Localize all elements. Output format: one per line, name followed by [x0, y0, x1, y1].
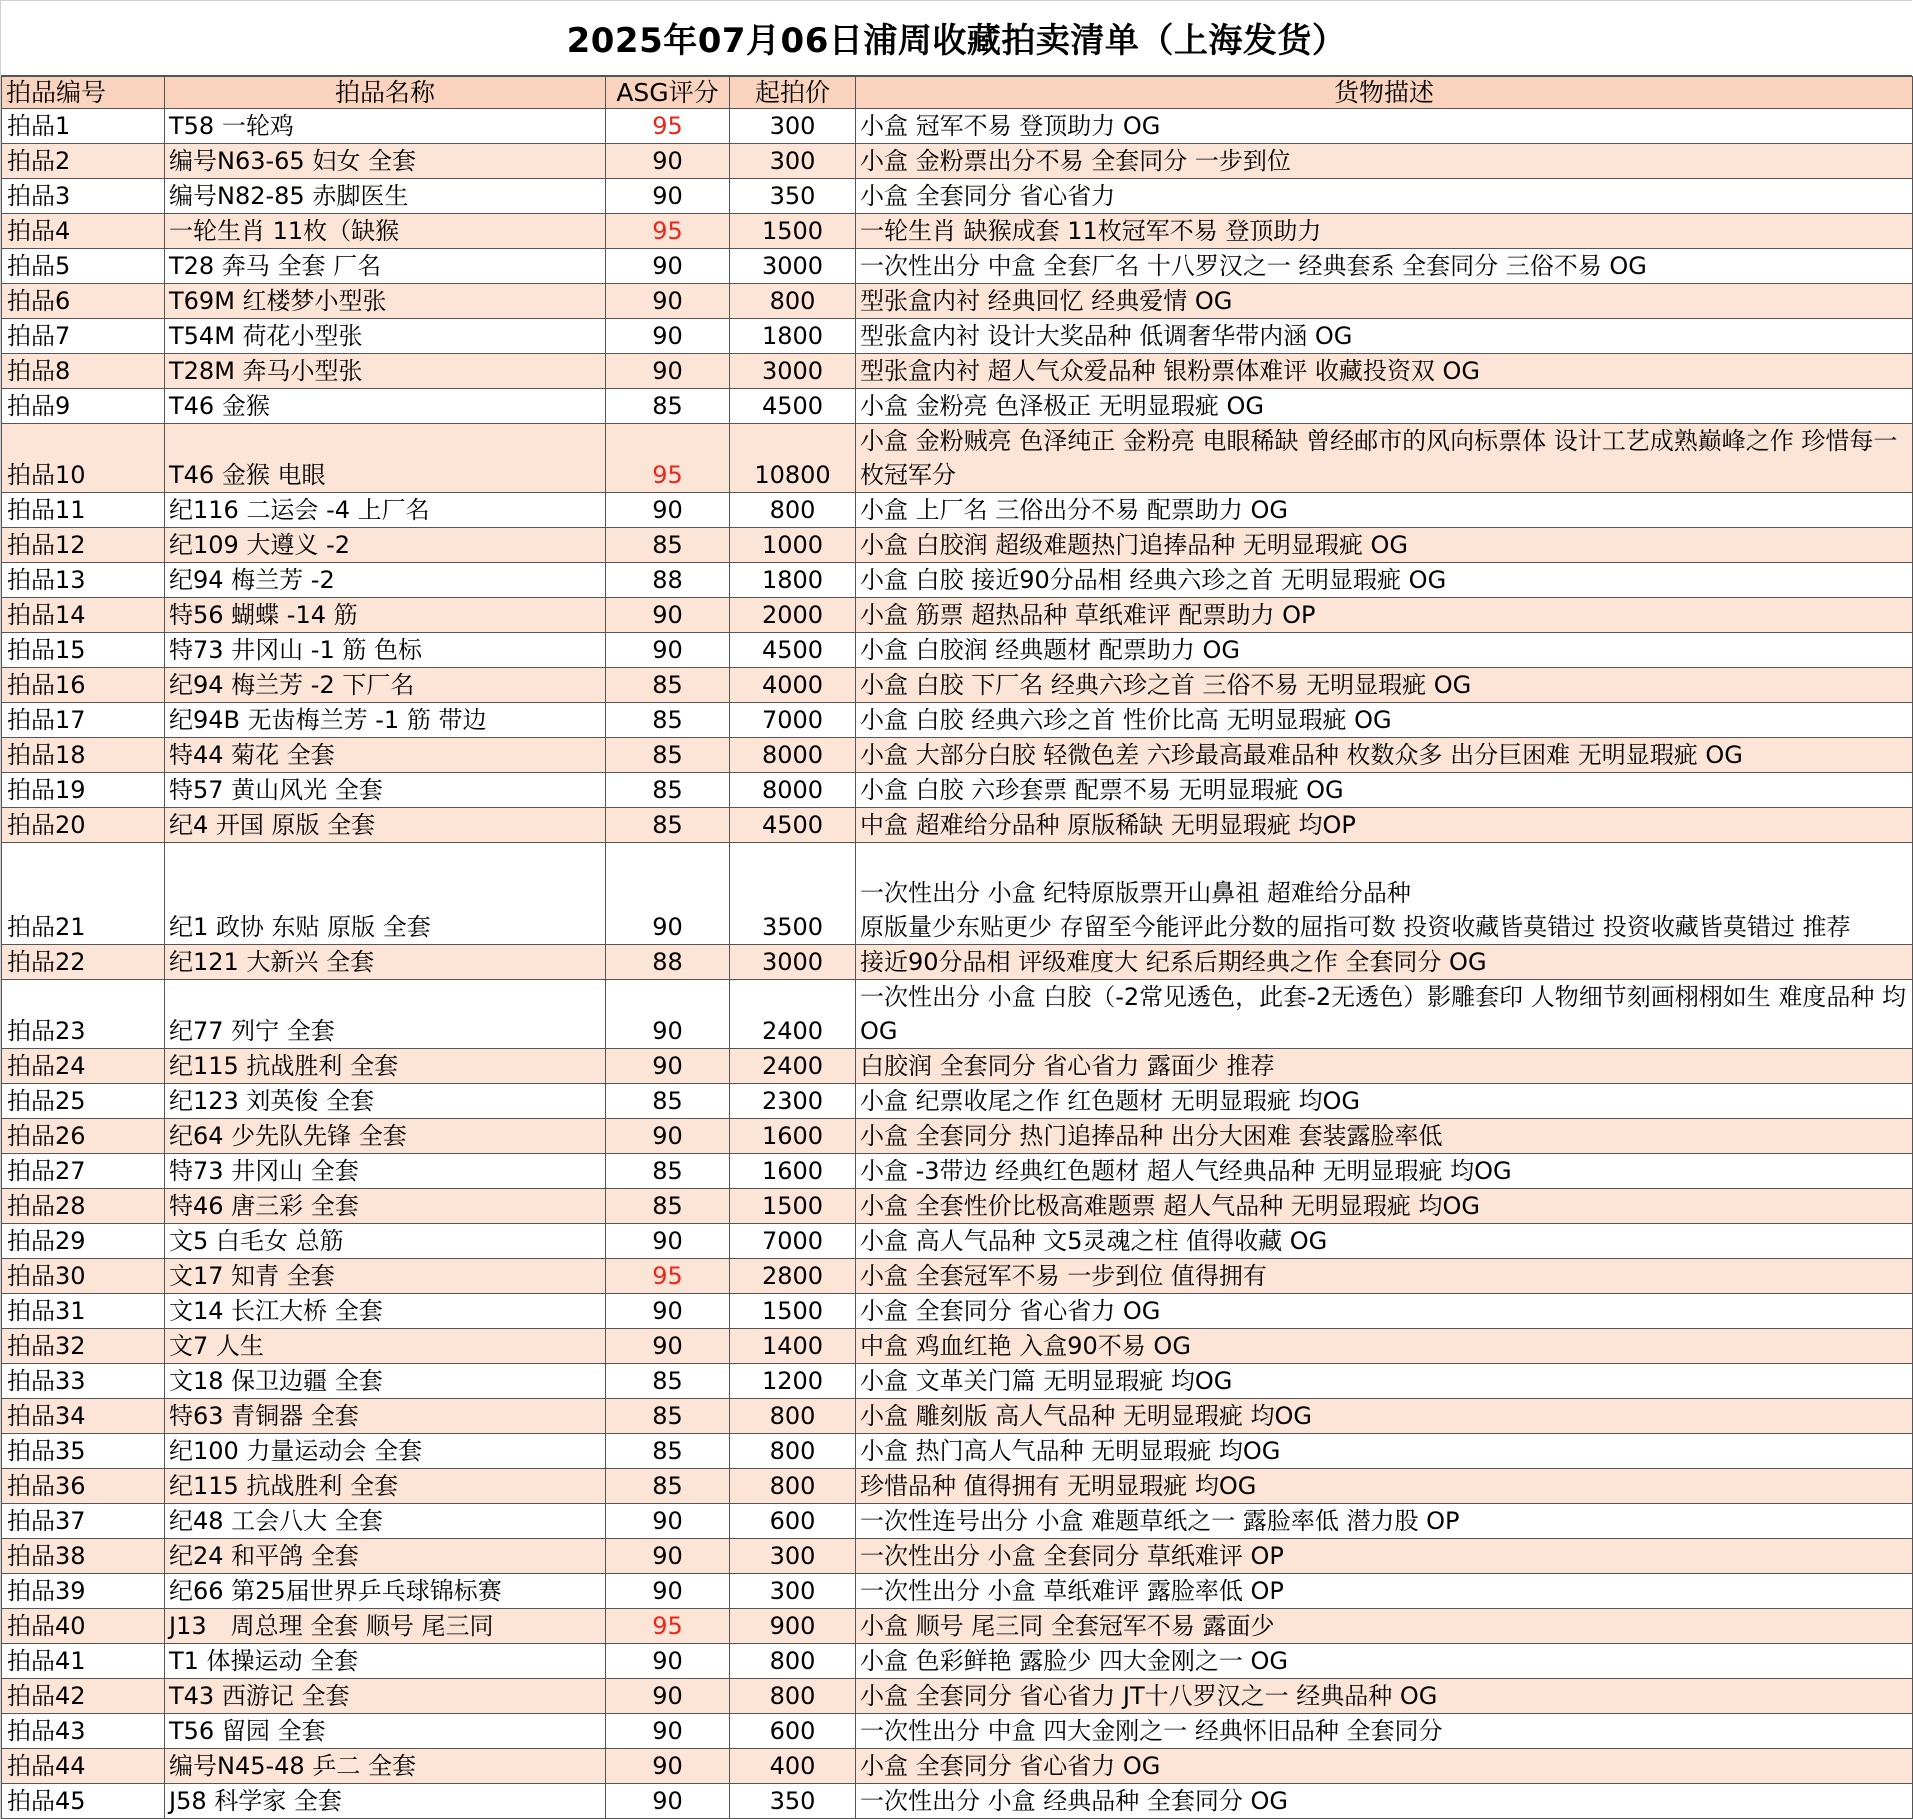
- table-row: [2, 563, 1913, 598]
- table-row: [2, 354, 1913, 389]
- cell-desc: 珍惜品种 值得拥有 无明显瑕疵 均OG: [856, 1469, 1913, 1504]
- cell-score: 90: [606, 493, 730, 528]
- cell-name: 一轮生肖 11枚（缺猴: [165, 214, 606, 249]
- cell-desc: 小盒 文革关门篇 无明显瑕疵 均OG: [856, 1364, 1913, 1399]
- cell-score: 85: [606, 1399, 730, 1434]
- cell-score: 90: [606, 1294, 730, 1329]
- cell-score: 90: [606, 1224, 730, 1259]
- cell-score: 90: [606, 1784, 730, 1819]
- cell-lot: 拍品42: [2, 1679, 165, 1714]
- cell-price: 800: [730, 1644, 856, 1679]
- cell-desc: 小盒 全套同分 热门追捧品种 出分大困难 套装露脸率低: [856, 1119, 1913, 1154]
- cell-name: T58 一轮鸡: [165, 109, 606, 144]
- cell-price: 400: [730, 1749, 856, 1784]
- cell-name: 纪24 和平鸽 全套: [165, 1539, 606, 1574]
- cell-score: 90: [606, 1504, 730, 1539]
- cell-desc: 小盒 色彩鲜艳 露脸少 四大金刚之一 OG: [856, 1644, 1913, 1679]
- cell-desc: 小盒 金粉票出分不易 全套同分 一步到位: [856, 144, 1913, 179]
- cell-score: 85: [606, 703, 730, 738]
- cell-name: T46 金猴 电眼: [165, 424, 606, 493]
- cell-name: J13 周总理 全套 顺号 尾三同: [165, 1609, 606, 1644]
- cell-price: 2000: [730, 598, 856, 633]
- cell-price: 300: [730, 1574, 856, 1609]
- cell-price: 4000: [730, 668, 856, 703]
- cell-score: 85: [606, 773, 730, 808]
- cell-name: 特73 井冈山 全套: [165, 1154, 606, 1189]
- cell-desc: 小盒 全套同分 省心省力 JT十八罗汉之一 经典品种 OG: [856, 1679, 1913, 1714]
- table-row: [2, 1679, 1913, 1714]
- cell-score: 95: [606, 424, 730, 493]
- cell-price: 300: [730, 144, 856, 179]
- cell-name: 纪66 第25届世界乒乓球锦标赛: [165, 1574, 606, 1609]
- cell-price: 1500: [730, 1189, 856, 1224]
- cell-price: 300: [730, 109, 856, 144]
- cell-name: 纪77 列宁 全套: [165, 980, 606, 1049]
- cell-name: 特57 黄山风光 全套: [165, 773, 606, 808]
- table-row: [2, 1784, 1913, 1819]
- cell-score: 95: [606, 1259, 730, 1294]
- cell-score: 85: [606, 1084, 730, 1119]
- cell-desc: 小盒 金粉贼亮 色泽纯正 金粉亮 电眼稀缺 曾经邮市的风向标票体 设计工艺成熟巅峰之作 珍惜每一枚冠军分: [856, 424, 1913, 493]
- cell-price: 800: [730, 1434, 856, 1469]
- cell-score: 88: [606, 945, 730, 980]
- table-row: [2, 1749, 1913, 1784]
- cell-desc: 一轮生肖 缺猴成套 11枚冠军不易 登顶助力: [856, 214, 1913, 249]
- cell-price: 3500: [730, 843, 856, 945]
- cell-price: 1800: [730, 319, 856, 354]
- cell-price: 350: [730, 1784, 856, 1819]
- table-row: [2, 1364, 1913, 1399]
- cell-lot: 拍品23: [2, 980, 165, 1049]
- cell-score: 90: [606, 1679, 730, 1714]
- cell-score: 90: [606, 249, 730, 284]
- table-row: [2, 1294, 1913, 1329]
- table-row: [2, 703, 1913, 738]
- cell-score: 85: [606, 1434, 730, 1469]
- table-row: [2, 284, 1913, 319]
- cell-desc: 小盒 上厂名 三俗出分不易 配票助力 OG: [856, 493, 1913, 528]
- cell-lot: 拍品40: [2, 1609, 165, 1644]
- cell-lot: 拍品24: [2, 1049, 165, 1084]
- cell-name: T69M 红楼梦小型张: [165, 284, 606, 319]
- cell-lot: 拍品4: [2, 214, 165, 249]
- cell-score: 90: [606, 1574, 730, 1609]
- cell-score: 90: [606, 633, 730, 668]
- cell-desc: 一次性出分 小盒 纪特原版票开山鼻祖 超难给分品种 原版量少东贴更少 存留至今能评此分数的屈指可数 投资收藏皆莫错过 投资收藏皆莫错过 推荐: [856, 843, 1913, 945]
- table-row: [2, 1504, 1913, 1539]
- table-row: [2, 1539, 1913, 1574]
- header-score: ASG评分: [606, 77, 730, 109]
- cell-lot: 拍品21: [2, 843, 165, 945]
- cell-name: T46 金猴: [165, 389, 606, 424]
- cell-desc: 型张盒内衬 设计大奖品种 低调奢华带内涵 OG: [856, 319, 1913, 354]
- table-row: [2, 633, 1913, 668]
- cell-lot: 拍品29: [2, 1224, 165, 1259]
- cell-desc: 小盒 白胶 经典六珍之首 性价比高 无明显瑕疵 OG: [856, 703, 1913, 738]
- cell-name: 纪100 力量运动会 全套: [165, 1434, 606, 1469]
- cell-name: 纪116 二运会 -4 上厂名: [165, 493, 606, 528]
- cell-desc: 小盒 白胶润 经典题材 配票助力 OG: [856, 633, 1913, 668]
- cell-price: 600: [730, 1504, 856, 1539]
- cell-name: 文18 保卫边疆 全套: [165, 1364, 606, 1399]
- cell-name: T54M 荷花小型张: [165, 319, 606, 354]
- table-row: [2, 1154, 1913, 1189]
- cell-score: 85: [606, 528, 730, 563]
- table-row: [2, 1049, 1913, 1084]
- cell-desc: 小盒 大部分白胶 轻微色差 六珍最高最难品种 枚数众多 出分巨困难 无明显瑕疵 OG: [856, 738, 1913, 773]
- cell-lot: 拍品7: [2, 319, 165, 354]
- cell-desc: 小盒 雕刻版 高人气品种 无明显瑕疵 均OG: [856, 1399, 1913, 1434]
- cell-desc: 小盒 白胶 接近90分品相 经典六珍之首 无明显瑕疵 OG: [856, 563, 1913, 598]
- cell-score: 85: [606, 389, 730, 424]
- header-lot: 拍品编号: [2, 77, 165, 109]
- cell-price: 8000: [730, 773, 856, 808]
- cell-desc: 一次性出分 中盒 四大金刚之一 经典怀旧品种 全套同分: [856, 1714, 1913, 1749]
- cell-score: 90: [606, 179, 730, 214]
- cell-lot: 拍品16: [2, 668, 165, 703]
- cell-lot: 拍品14: [2, 598, 165, 633]
- cell-score: 90: [606, 319, 730, 354]
- table-row: [2, 389, 1913, 424]
- cell-price: 2300: [730, 1084, 856, 1119]
- table-row: [2, 1574, 1913, 1609]
- cell-score: 90: [606, 1714, 730, 1749]
- cell-price: 1000: [730, 528, 856, 563]
- table-row: [2, 1609, 1913, 1644]
- cell-desc: 一次性连号出分 小盒 难题草纸之一 露脸率低 潜力股 OP: [856, 1504, 1913, 1539]
- cell-name: J58 科学家 全套: [165, 1784, 606, 1819]
- cell-lot: 拍品36: [2, 1469, 165, 1504]
- cell-lot: 拍品37: [2, 1504, 165, 1539]
- cell-desc: 一次性出分 小盒 经典品种 全套同分 OG: [856, 1784, 1913, 1819]
- cell-price: 2400: [730, 980, 856, 1049]
- cell-desc: 小盒 白胶 六珍套票 配票不易 无明显瑕疵 OG: [856, 773, 1913, 808]
- cell-lot: 拍品6: [2, 284, 165, 319]
- cell-score: 88: [606, 563, 730, 598]
- cell-name: 文14 长江大桥 全套: [165, 1294, 606, 1329]
- cell-score: 85: [606, 738, 730, 773]
- cell-lot: 拍品17: [2, 703, 165, 738]
- cell-desc: 型张盒内衬 经典回忆 经典爱情 OG: [856, 284, 1913, 319]
- cell-score: 85: [606, 808, 730, 843]
- cell-lot: 拍品41: [2, 1644, 165, 1679]
- cell-score: 90: [606, 354, 730, 389]
- cell-lot: 拍品11: [2, 493, 165, 528]
- cell-price: 350: [730, 179, 856, 214]
- cell-score: 90: [606, 1329, 730, 1364]
- table-row: [2, 738, 1913, 773]
- table-row: [2, 1119, 1913, 1154]
- table-row: [2, 528, 1913, 563]
- cell-lot: 拍品1: [2, 109, 165, 144]
- cell-lot: 拍品5: [2, 249, 165, 284]
- table-row: [2, 598, 1913, 633]
- cell-score: 95: [606, 1609, 730, 1644]
- cell-price: 4500: [730, 389, 856, 424]
- cell-lot: 拍品26: [2, 1119, 165, 1154]
- table-row: [2, 214, 1913, 249]
- cell-score: 90: [606, 980, 730, 1049]
- table-row: [2, 1329, 1913, 1364]
- cell-score: 90: [606, 284, 730, 319]
- cell-desc: 接近90分品相 评级难度大 纪系后期经典之作 全套同分 OG: [856, 945, 1913, 980]
- cell-lot: 拍品35: [2, 1434, 165, 1469]
- cell-desc: 一次性出分 中盒 全套厂名 十八罗汉之一 经典套系 全套同分 三俗不易 OG: [856, 249, 1913, 284]
- cell-price: 300: [730, 1539, 856, 1574]
- cell-desc: 小盒 筋票 超热品种 草纸难评 配票助力 OP: [856, 598, 1913, 633]
- cell-score: 85: [606, 668, 730, 703]
- cell-lot: 拍品15: [2, 633, 165, 668]
- cell-lot: 拍品30: [2, 1259, 165, 1294]
- cell-name: 特56 蝴蝶 -14 筋: [165, 598, 606, 633]
- cell-price: 8000: [730, 738, 856, 773]
- cell-price: 1200: [730, 1364, 856, 1399]
- cell-desc: 小盒 全套性价比极高难题票 超人气品种 无明显瑕疵 均OG: [856, 1189, 1913, 1224]
- cell-desc: 小盒 冠军不易 登顶助力 OG: [856, 109, 1913, 144]
- cell-price: 1500: [730, 1294, 856, 1329]
- table-row: [2, 1259, 1913, 1294]
- cell-lot: 拍品44: [2, 1749, 165, 1784]
- cell-desc: 小盒 金粉亮 色泽极正 无明显瑕疵 OG: [856, 389, 1913, 424]
- table-row: [2, 109, 1913, 144]
- cell-name: 特44 菊花 全套: [165, 738, 606, 773]
- cell-score: 90: [606, 1749, 730, 1784]
- cell-name: 文17 知青 全套: [165, 1259, 606, 1294]
- cell-desc: 中盒 鸡血红艳 入盒90不易 OG: [856, 1329, 1913, 1364]
- table-row: [2, 773, 1913, 808]
- cell-price: 800: [730, 1679, 856, 1714]
- cell-desc: 型张盒内衬 超人气众爱品种 银粉票体难评 收藏投资双 OG: [856, 354, 1913, 389]
- auction-table: [1, 76, 1913, 1819]
- table-row: [2, 144, 1913, 179]
- cell-price: 2400: [730, 1049, 856, 1084]
- table-row: [2, 1399, 1913, 1434]
- cell-lot: 拍品31: [2, 1294, 165, 1329]
- table-row: [2, 1644, 1913, 1679]
- cell-lot: 拍品3: [2, 179, 165, 214]
- cell-lot: 拍品33: [2, 1364, 165, 1399]
- cell-desc: 中盒 超难给分品种 原版稀缺 无明显瑕疵 均OP: [856, 808, 1913, 843]
- cell-name: 编号N45-48 乒二 全套: [165, 1749, 606, 1784]
- table-row: [2, 1469, 1913, 1504]
- cell-price: 1600: [730, 1119, 856, 1154]
- cell-price: 800: [730, 493, 856, 528]
- cell-name: T28 奔马 全套 厂名: [165, 249, 606, 284]
- cell-name: 纪94 梅兰芳 -2 下厂名: [165, 668, 606, 703]
- cell-lot: 拍品45: [2, 1784, 165, 1819]
- table-row: [2, 249, 1913, 284]
- cell-lot: 拍品27: [2, 1154, 165, 1189]
- cell-desc: 小盒 热门高人气品种 无明显瑕疵 均OG: [856, 1434, 1913, 1469]
- header-name: 拍品名称: [165, 77, 606, 109]
- cell-name: 纪121 大新兴 全套: [165, 945, 606, 980]
- cell-desc: 小盒 纪票收尾之作 红色题材 无明显瑕疵 均OG: [856, 1084, 1913, 1119]
- cell-name: 纪109 大遵义 -2: [165, 528, 606, 563]
- table-row: [2, 843, 1913, 945]
- table-row: [2, 1084, 1913, 1119]
- cell-score: 90: [606, 144, 730, 179]
- cell-price: 3000: [730, 945, 856, 980]
- cell-price: 3000: [730, 249, 856, 284]
- cell-price: 2800: [730, 1259, 856, 1294]
- cell-name: 纪94 梅兰芳 -2: [165, 563, 606, 598]
- cell-score: 90: [606, 843, 730, 945]
- cell-desc: 小盒 高人气品种 文5灵魂之柱 值得收藏 OG: [856, 1224, 1913, 1259]
- table-row: [2, 668, 1913, 703]
- cell-lot: 拍品10: [2, 424, 165, 493]
- cell-price: 1800: [730, 563, 856, 598]
- cell-score: 85: [606, 1154, 730, 1189]
- cell-name: 纪123 刘英俊 全套: [165, 1084, 606, 1119]
- cell-desc: 一次性出分 小盒 全套同分 草纸难评 OP: [856, 1539, 1913, 1574]
- cell-desc: 小盒 顺号 尾三同 全套冠军不易 露面少: [856, 1609, 1913, 1644]
- cell-name: T1 体操运动 全套: [165, 1644, 606, 1679]
- cell-score: 90: [606, 1539, 730, 1574]
- cell-price: 1500: [730, 214, 856, 249]
- cell-lot: 拍品8: [2, 354, 165, 389]
- cell-price: 800: [730, 1469, 856, 1504]
- cell-price: 3000: [730, 354, 856, 389]
- cell-name: 纪94B 无齿梅兰芳 -1 筋 带边: [165, 703, 606, 738]
- cell-name: 纪1 政协 东贴 原版 全套: [165, 843, 606, 945]
- cell-desc: 小盒 白胶润 超级难题热门追捧品种 无明显瑕疵 OG: [856, 528, 1913, 563]
- table-row: [2, 808, 1913, 843]
- cell-lot: 拍品39: [2, 1574, 165, 1609]
- cell-score: 90: [606, 1119, 730, 1154]
- cell-name: 纪64 少先队先锋 全套: [165, 1119, 606, 1154]
- cell-desc: 小盒 全套同分 省心省力: [856, 179, 1913, 214]
- cell-score: 90: [606, 1049, 730, 1084]
- header-price: 起拍价: [730, 77, 856, 109]
- cell-price: 1600: [730, 1154, 856, 1189]
- cell-name: 文5 白毛女 总筋: [165, 1224, 606, 1259]
- cell-price: 1400: [730, 1329, 856, 1364]
- table-row: [2, 945, 1913, 980]
- cell-desc: 白胶润 全套同分 省心省力 露面少 推荐: [856, 1049, 1913, 1084]
- cell-price: 7000: [730, 1224, 856, 1259]
- cell-price: 900: [730, 1609, 856, 1644]
- cell-price: 7000: [730, 703, 856, 738]
- cell-name: 编号N63-65 妇女 全套: [165, 144, 606, 179]
- table-row: [2, 1714, 1913, 1749]
- cell-price: 800: [730, 284, 856, 319]
- cell-price: 10800: [730, 424, 856, 493]
- header-desc: 货物描述: [856, 77, 1913, 109]
- header-row: [2, 77, 1913, 109]
- table-row: [2, 424, 1913, 493]
- cell-name: 特46 唐三彩 全套: [165, 1189, 606, 1224]
- table-row: [2, 1189, 1913, 1224]
- cell-score: 95: [606, 109, 730, 144]
- cell-score: 90: [606, 598, 730, 633]
- cell-name: T56 留园 全套: [165, 1714, 606, 1749]
- cell-lot: 拍品28: [2, 1189, 165, 1224]
- cell-lot: 拍品13: [2, 563, 165, 598]
- cell-price: 4500: [730, 808, 856, 843]
- table-row: [2, 1224, 1913, 1259]
- cell-lot: 拍品22: [2, 945, 165, 980]
- table-row: [2, 493, 1913, 528]
- cell-desc: 小盒 全套同分 省心省力 OG: [856, 1749, 1913, 1784]
- cell-score: 85: [606, 1469, 730, 1504]
- cell-score: 90: [606, 1644, 730, 1679]
- cell-name: T28M 奔马小型张: [165, 354, 606, 389]
- cell-price: 600: [730, 1714, 856, 1749]
- cell-lot: 拍品9: [2, 389, 165, 424]
- cell-desc: 一次性出分 小盒 白胶（-2常见透色，此套-2无透色）影雕套印 人物细节刻画栩栩如生 难度品种 均OG: [856, 980, 1913, 1049]
- cell-name: 特63 青铜器 全套: [165, 1399, 606, 1434]
- cell-desc: 一次性出分 小盒 草纸难评 露脸率低 OP: [856, 1574, 1913, 1609]
- cell-name: 纪4 开国 原版 全套: [165, 808, 606, 843]
- cell-name: 纪115 抗战胜利 全套: [165, 1049, 606, 1084]
- cell-name: 纪48 工会八大 全套: [165, 1504, 606, 1539]
- cell-lot: 拍品18: [2, 738, 165, 773]
- cell-price: 4500: [730, 633, 856, 668]
- table-row: [2, 179, 1913, 214]
- cell-score: 85: [606, 1364, 730, 1399]
- cell-name: 文7 人生: [165, 1329, 606, 1364]
- cell-lot: 拍品34: [2, 1399, 165, 1434]
- sheet-title: 2025年07月06日浦周收藏拍卖清单（上海发货）: [1, 0, 1912, 76]
- cell-desc: 小盒 全套同分 省心省力 OG: [856, 1294, 1913, 1329]
- cell-desc: 小盒 全套冠军不易 一步到位 值得拥有: [856, 1259, 1913, 1294]
- cell-name: 编号N82-85 赤脚医生: [165, 179, 606, 214]
- cell-lot: 拍品25: [2, 1084, 165, 1119]
- cell-score: 85: [606, 1189, 730, 1224]
- cell-lot: 拍品12: [2, 528, 165, 563]
- cell-name: T43 西游记 全套: [165, 1679, 606, 1714]
- cell-score: 95: [606, 214, 730, 249]
- table-row: [2, 980, 1913, 1049]
- cell-price: 800: [730, 1399, 856, 1434]
- table-body: [2, 109, 1913, 1819]
- cell-lot: 拍品19: [2, 773, 165, 808]
- cell-desc: 小盒 白胶 下厂名 经典六珍之首 三俗不易 无明显瑕疵 OG: [856, 668, 1913, 703]
- cell-desc: 小盒 -3带边 经典红色题材 超人气经典品种 无明显瑕疵 均OG: [856, 1154, 1913, 1189]
- cell-lot: 拍品38: [2, 1539, 165, 1574]
- table-row: [2, 1434, 1913, 1469]
- cell-lot: 拍品32: [2, 1329, 165, 1364]
- cell-name: 纪115 抗战胜利 全套: [165, 1469, 606, 1504]
- cell-lot: 拍品2: [2, 144, 165, 179]
- cell-name: 特73 井冈山 -1 筋 色标: [165, 633, 606, 668]
- cell-lot: 拍品43: [2, 1714, 165, 1749]
- cell-lot: 拍品20: [2, 808, 165, 843]
- table-row: [2, 319, 1913, 354]
